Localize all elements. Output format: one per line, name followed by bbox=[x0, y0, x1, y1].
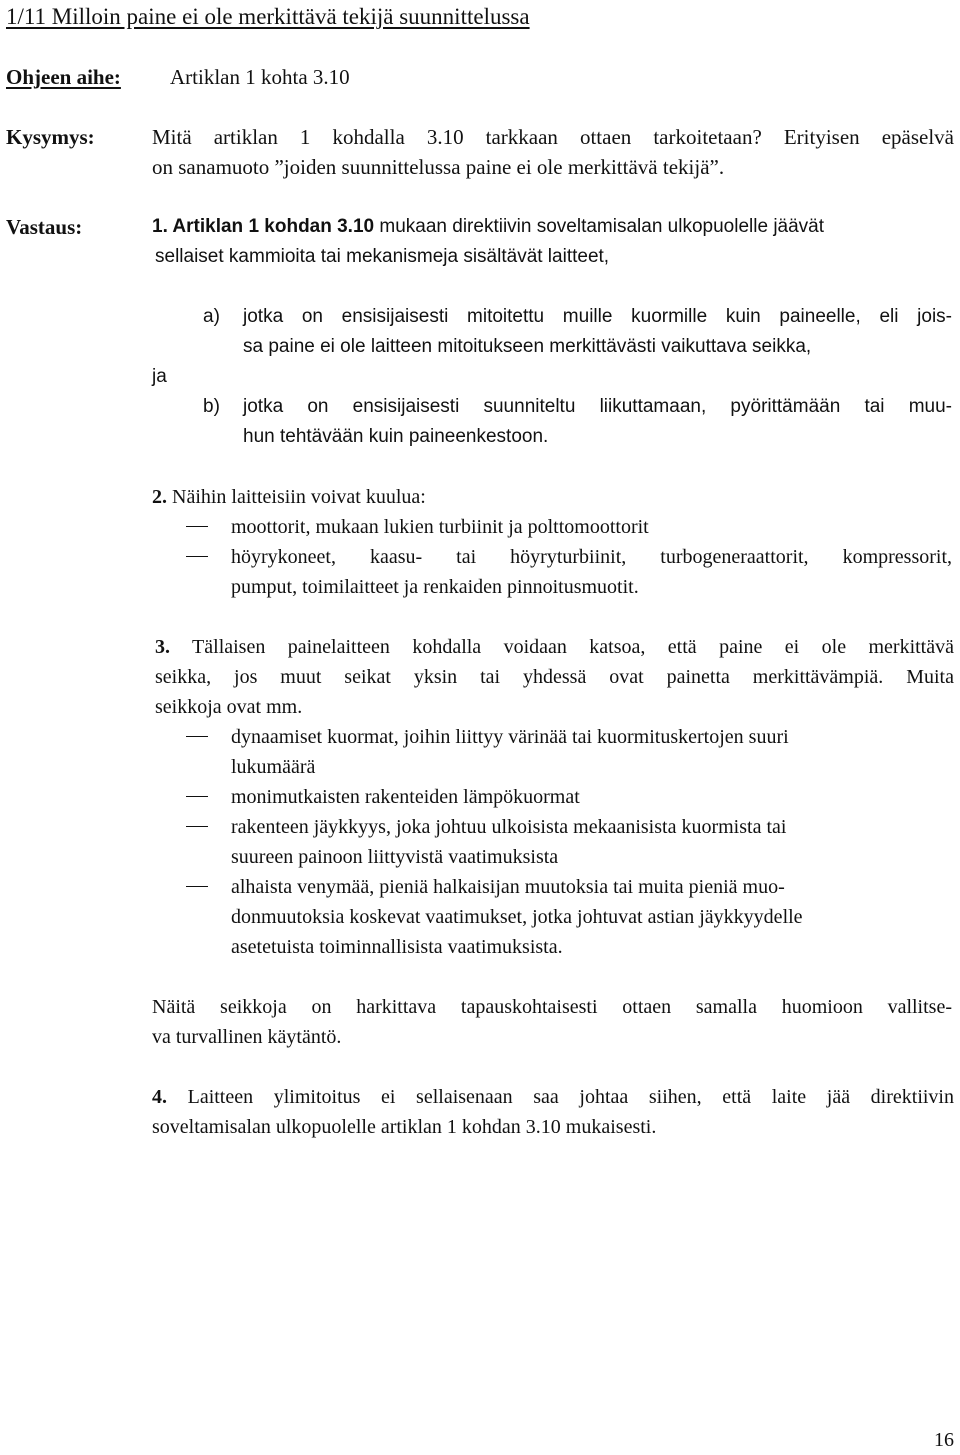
question-label: Kysymys: bbox=[6, 125, 95, 149]
p3-number: 3. bbox=[155, 636, 170, 658]
topic-label: Ohjeen aihe: bbox=[6, 65, 121, 89]
answer-p4-line-2: soveltamisalan ulkopuolelle artiklan 1 kohdan 3.10 mukaisesti. bbox=[152, 1116, 657, 1138]
p2-intro-text: Näihin laitteisiin voivat kuulua: bbox=[167, 486, 426, 508]
answer-p1-line-2: sellaiset kammioita tai mekanismeja sisältävät laitteet, bbox=[155, 246, 610, 267]
list-dash bbox=[186, 736, 208, 737]
p3-closing-line-2: va turvallinen käytäntö. bbox=[152, 1026, 342, 1048]
p1-rest: mukaan direktiivin soveltamisalan ulkopuolelle jäävät bbox=[374, 216, 825, 237]
list-dash bbox=[186, 886, 208, 887]
answer-p2-intro bbox=[152, 482, 426, 512]
answer-p3-line-3: seikkoja ovat mm. bbox=[155, 696, 303, 718]
p4-number: 4. bbox=[152, 1086, 167, 1108]
p3-first-rest: Tällaisen painelaitteen kohdalla voidaan katsoa, että paine ei ole merkittävä bbox=[170, 636, 954, 658]
question-line-1: Mitä artiklan 1 kohdalla 3.10 tarkkaan ottaen tarkoitetaan? Erityisen epäselvä bbox=[152, 125, 954, 149]
answer-p3-line-2: seikka, jos muut seikat yksin tai yhdessä ovat painetta merkittävämpiä. Muita bbox=[155, 666, 954, 688]
p3-item-1-line-2: lukumäärä bbox=[231, 756, 316, 778]
page-title: 1/11 Milloin paine ei ole merkittävä tekijä suunnittelussa bbox=[6, 4, 530, 29]
p1-lead: 1. Artiklan 1 kohdan 3.10 bbox=[152, 216, 375, 237]
list-dash bbox=[186, 796, 208, 797]
condition-b-marker: b) bbox=[203, 396, 220, 417]
p3-item-3-line-2: suureen painoon liittyvistä vaatimuksista bbox=[231, 846, 559, 868]
list-dash bbox=[186, 556, 208, 557]
p4-first-rest: Laitteen ylimitoitus ei sellaisenaan saa johtaa siihen, että laite jää direktiivin bbox=[167, 1086, 954, 1108]
p2-item-2-line-2: pumput, toimilaitteet ja renkaiden pinnoitusmuotit. bbox=[231, 576, 639, 598]
answer-p3-line-1 bbox=[155, 632, 954, 662]
answer-label: Vastaus: bbox=[6, 215, 83, 239]
p2-item-1: moottorit, mukaan lukien turbiinit ja polttomoottorit bbox=[231, 516, 649, 538]
topic-value: Artiklan 1 kohta 3.10 bbox=[170, 65, 350, 89]
list-dash bbox=[186, 526, 208, 527]
condition-a-marker: a) bbox=[203, 306, 220, 327]
p3-item-4-line-1: alhaista venymää, pieniä halkaisijan muutoksia tai muita pieniä muo- bbox=[231, 876, 785, 898]
condition-a-line-1: jotka on ensisijaisesti mitoitettu muille kuormille kuin paineelle, eli jois- bbox=[243, 306, 952, 327]
condition-b-line-2: hun tehtävään kuin paineenkestoon. bbox=[243, 426, 549, 447]
p3-item-3-line-1: rakenteen jäykkyys, joka johtuu ulkoisista mekaanisista kuormista tai bbox=[231, 816, 787, 838]
p3-item-4-line-3: asetetuista toiminnallisista vaatimuksista. bbox=[231, 936, 563, 958]
p3-item-2: monimutkaisten rakenteiden lämpökuormat bbox=[231, 786, 580, 808]
answer-p4-line-1 bbox=[152, 1082, 954, 1112]
p3-closing-line-1: Näitä seikkoja on harkittava tapauskohtaisesti ottaen samalla huomioon vallitse- bbox=[152, 996, 952, 1018]
p2-item-2-line-1: höyrykoneet, kaasu- tai höyryturbiinit, turbogeneraattorit, kompressorit, bbox=[231, 546, 952, 568]
p3-item-4-line-2: donmuutoksia koskevat vaatimukset, jotka johtuvat astian jäykkyydelle bbox=[231, 906, 803, 928]
answer-p1-line-1 bbox=[152, 212, 824, 242]
condition-connector: ja bbox=[152, 366, 167, 387]
condition-b-line-1: jotka on ensisijaisesti suunniteltu liikuttamaan, pyörittämään tai muu- bbox=[243, 396, 952, 417]
p2-number: 2. bbox=[152, 486, 167, 508]
page-number: 16 bbox=[934, 1429, 954, 1451]
list-dash bbox=[186, 826, 208, 827]
condition-a-line-2: sa paine ei ole laitteen mitoitukseen merkittävästi vaikuttava seikka, bbox=[243, 336, 812, 357]
question-line-2: on sanamuoto ”joiden suunnittelussa paine ei ole merkittävä tekijä”. bbox=[152, 155, 725, 179]
p3-item-1-line-1: dynaamiset kuormat, joihin liittyy värinää tai kuormituskertojen suuri bbox=[231, 726, 789, 748]
